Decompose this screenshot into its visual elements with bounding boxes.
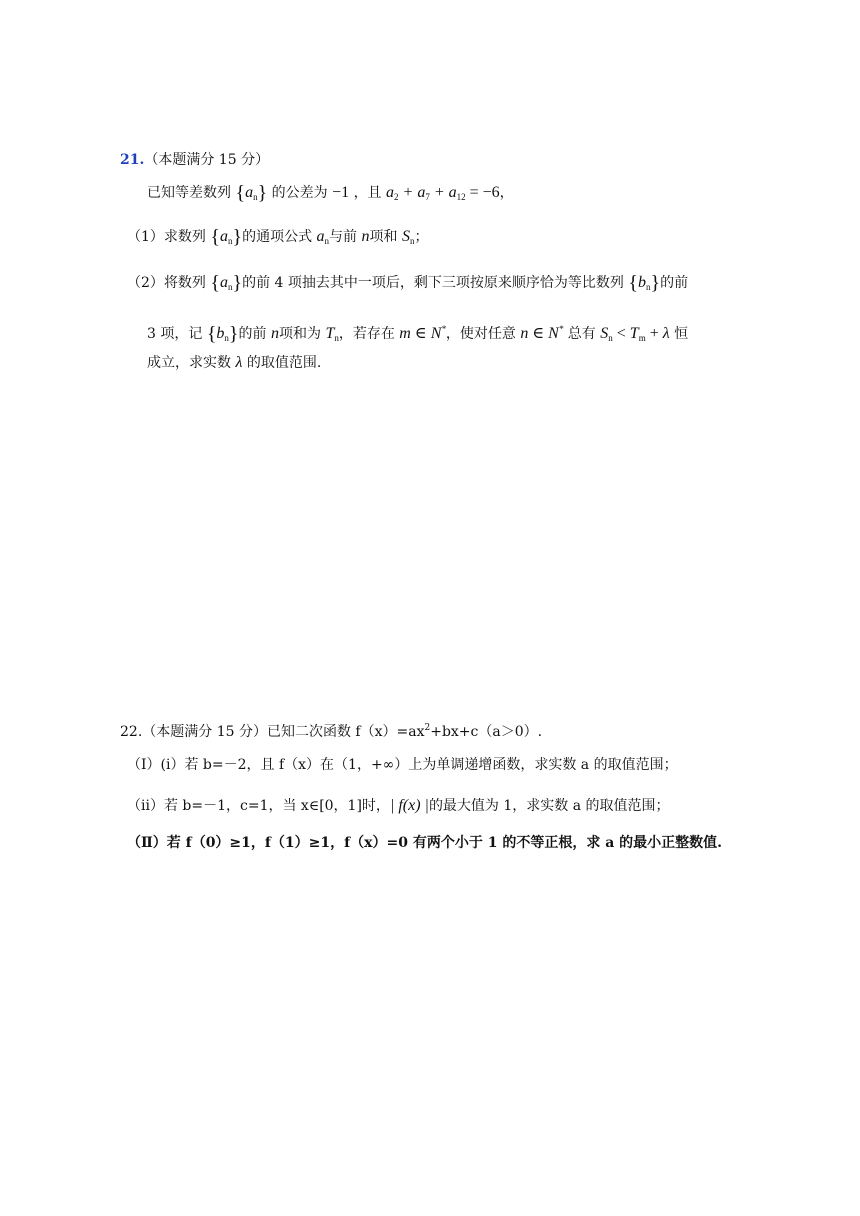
- q22-part1-i: [127, 755, 678, 775]
- q21-part2-line3: [147, 353, 321, 373]
- q22-part1-i-text: （Ⅰ）(i）若 b=－2，且 f（x）在（1，+∞）上为单调递增函数，求实数 a 的取值范围；: [127, 757, 678, 773]
- q21-number: 21.: [120, 152, 145, 168]
- part2-number: （2）: [127, 275, 164, 291]
- part2-l2-g: 恒: [674, 326, 689, 342]
- part1-number: （1）: [127, 229, 164, 245]
- q22-part1-ii-text-a: （ii）若 b=－1，c=1，当 x∈[0，1]时，: [127, 798, 390, 814]
- q22-part1-ii: [127, 796, 670, 816]
- var-n-2: n: [270, 325, 279, 342]
- term-an: $a_n$: [316, 228, 330, 246]
- part2-text-c: 的前: [660, 275, 689, 291]
- part1-end: ；: [414, 229, 429, 245]
- seq-an-3: $\{a_n\}$: [210, 272, 243, 294]
- part2-text-a: 将数列: [163, 275, 206, 291]
- seq-bn-2: $\{b_n\}$: [206, 323, 239, 345]
- seq-bn: $\{b_n\}$: [628, 272, 661, 294]
- q21-given: [147, 183, 514, 207]
- q21-part1: [127, 227, 428, 251]
- var-n: n: [361, 228, 370, 245]
- part2-l2-f: 总有: [567, 326, 596, 342]
- sum-Tn: $T_n$: [325, 325, 339, 343]
- sum-Sn: $S_n$: [401, 228, 415, 246]
- part2-l3-b: 的取值范围.: [246, 355, 322, 371]
- q21-header: [120, 150, 269, 170]
- part2-l2-b: 的前: [238, 326, 267, 342]
- part2-l2-d: ，若存在: [338, 326, 395, 342]
- seq-an: $\{a_n\}$: [235, 182, 268, 204]
- m-in-N: m ∈ N*: [399, 324, 446, 342]
- q22-part2: [127, 833, 722, 853]
- inequality: $S_n < T_m + \lambda$: [600, 325, 670, 343]
- sum-equation: $a_2 + a_7 + a_{12} = -6$: [386, 184, 500, 202]
- q22-intro: 22.（本题满分 15 分）已知二次函数 f（x）=ax: [120, 724, 425, 740]
- given-end: ，: [499, 185, 514, 201]
- q22-intro-end: +bx+c（a＞0）.: [430, 724, 543, 740]
- given-text: 已知等差数列: [147, 185, 231, 201]
- q22-header: [120, 718, 542, 742]
- q21-part2-line2: [147, 319, 688, 348]
- given-text-2: 的公差为: [271, 185, 328, 201]
- abs-fx: | f(x) |: [389, 797, 429, 814]
- lambda: λ: [235, 354, 243, 371]
- part2-l2-e: ，使对任意: [445, 326, 516, 342]
- q22-part2-text: （Ⅱ）若 f（0）≥1，f（1）≥1，f（x）=0 有两个小于 1 的不等正根，求 a 的最小正整数值.: [127, 835, 723, 851]
- q22-exponent: 2: [424, 723, 431, 733]
- part1-text-a: 求数列: [163, 229, 206, 245]
- seq-an-2: $\{a_n\}$: [210, 226, 243, 248]
- given-text-3: ，且: [353, 185, 382, 201]
- q21-part2-line1: [127, 273, 688, 297]
- part2-l2-a: 3 项，记: [147, 326, 203, 342]
- part1-text-b: 的通项公式: [242, 229, 313, 245]
- n-in-N: n ∈ N*: [520, 324, 564, 342]
- common-difference: −1: [332, 184, 350, 201]
- part2-text-b: 的前 4 项抽去其中一项后，剩下三项按原来顺序恰为等比数列: [242, 275, 624, 291]
- part1-text-c: 与前: [329, 229, 358, 245]
- part2-l3-a: 成立，求实数: [147, 355, 231, 371]
- q21-score: （本题满分 15 分）: [144, 152, 270, 168]
- q22-part1-ii-text-b: 的最大值为 1，求实数 a 的取值范围；: [428, 798, 670, 814]
- part2-l2-c: 项和为: [278, 326, 321, 342]
- part1-text-d: 项和: [369, 229, 398, 245]
